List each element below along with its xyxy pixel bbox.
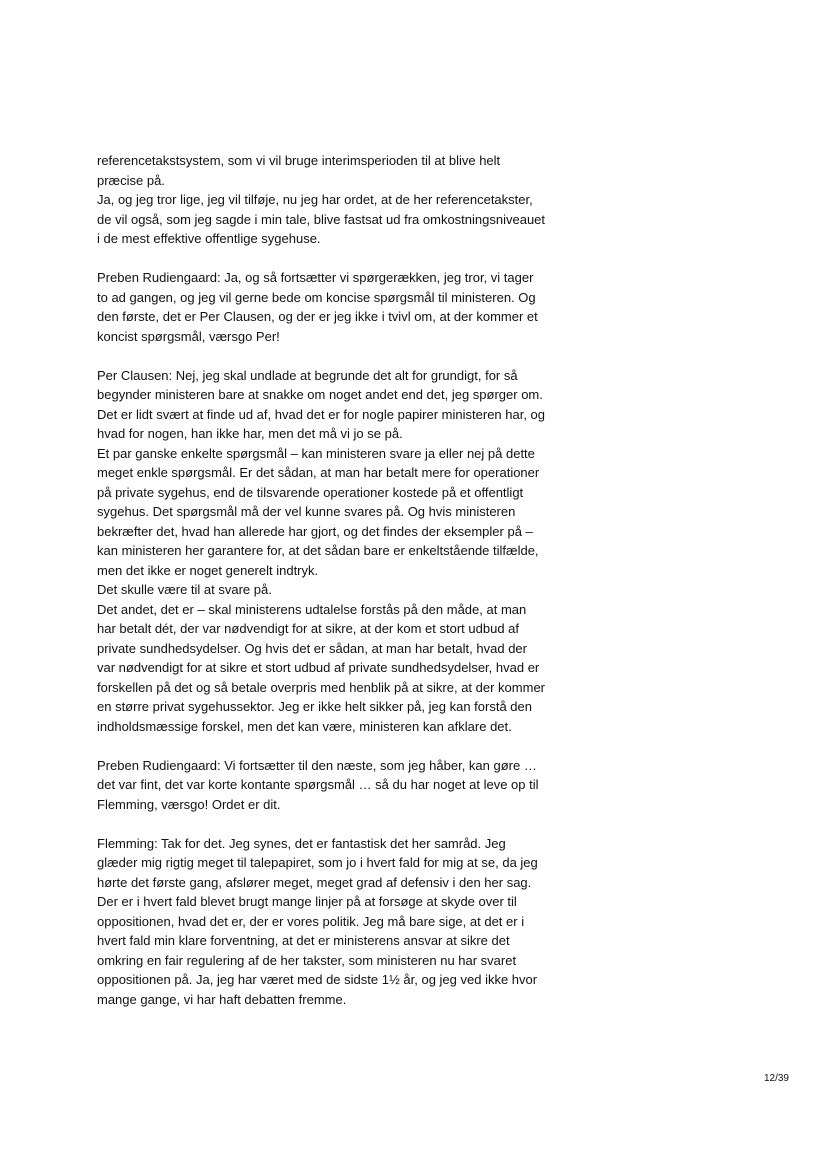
text-line: forskellen på det og så betale overpris med henblik på at sikre, at der kommer [97, 679, 546, 695]
text-line: i de mest effektive offentlige sygehuse. [97, 231, 321, 246]
text-line: hvad for nogen, han ikke har, men det må vi jo se på. [97, 426, 403, 441]
page-number: 12/39 [763, 1073, 789, 1084]
text-line: oppositionen på. Ja, jeg har været med de sidste 1½ år, og jeg ved ikke hvor [97, 972, 538, 987]
text-line: Flemming, værsgo! Ordet er dit. [97, 796, 281, 812]
text-line: bekræfter det, hvad han allerede har gjort, og det findes der eksempler på – [97, 523, 533, 539]
paragraph [97, 756, 587, 815]
text-line: Der er i hvert fald blevet brugt mange linjer på at forsøge at skyde over til [97, 894, 517, 909]
text-line: to ad gangen, og jeg vil gerne bede om koncise spørgsmål til ministeren. Og [97, 289, 536, 305]
text-line: mange gange, vi har haft debatten fremme. [97, 991, 347, 1007]
text-line: hvert fald min klare forventning, at det er ministerens ansvar at sikre det [97, 933, 510, 948]
text-line: Per Clausen: Nej, jeg skal undlade at begrunde det alt for grundigt, for så [97, 367, 518, 383]
text-line: meget enkle spørgsmål. Er det sådan, at man har betalt mere for operationer [97, 465, 540, 480]
text-line: det var fint, det var korte kontante spørgsmål … så du har noget at leve op til [97, 777, 539, 792]
paragraph [97, 834, 587, 1010]
text-line: sygehus. Det spørgsmål må der vel kunne svares på. Og hvis ministeren [97, 504, 516, 519]
text-line: Flemming: Tak for det. Jeg synes, det er fantastisk det her samråd. Jeg [97, 835, 506, 851]
text-line: de vil også, som jeg sagde i min tale, blive fastsat ud fra omkostningsniveauet [97, 211, 546, 227]
text-line: Det skulle være til at svare på. [97, 582, 272, 597]
text-line: Preben Rudiengaard: Ja, og så fortsætter vi spørgerækken, jeg tror, vi tager [97, 270, 534, 285]
text-line: koncist spørgsmål, værsgo Per! [97, 328, 280, 344]
text-line: men det ikke er noget generelt indtryk. [97, 562, 319, 578]
text-line: Ja, og jeg tror lige, jeg vil tilføje, nu jeg har ordet, at de her referencetakster, [97, 192, 533, 207]
paragraph [97, 366, 587, 737]
text-line: Et par ganske enkelte spørgsmål – kan ministeren svare ja eller nej på dette [97, 445, 535, 461]
text-line: Det andet, det er – skal ministerens udtalelse forstås på den måde, at man [97, 601, 527, 617]
text-line: private sundhedsydelser. Og hvis det er sådan, at man har betalt, hvad der [97, 640, 527, 656]
text-line: en større privat sygehussektor. Jeg er ikke helt sikker på, jeg kan forstå den [97, 699, 532, 714]
text-line: indholdsmæssige forskel, men det kan være, ministeren kan afklare det. [97, 718, 512, 734]
text-line: præcise på. [97, 172, 165, 188]
text-line: har betalt dét, der var nødvendigt for at sikre, at der kom et stort udbud af [97, 621, 519, 636]
text-line: på private sygehus, end de tilsvarende operationer kostede på et offentligt [97, 484, 524, 500]
text-line: referencetakstsystem, som vi vil bruge interimsperioden til at blive helt [97, 153, 501, 168]
text-line: var nødvendigt for at sikre et stort udbud af private sundhedsydelser, hvad er [97, 660, 540, 675]
text-line: Preben Rudiengaard: Vi fortsætter til den næste, som jeg håber, kan gøre … [97, 757, 537, 773]
body-text [97, 151, 587, 1009]
text-line: kan ministeren her garantere for, at det sådan bare er enkeltstående tilfælde, [97, 543, 539, 558]
text-line: omkring en fair regulering af de her takster, som ministeren nu har svaret [97, 952, 517, 968]
paragraph [97, 151, 587, 249]
text-line: hørte det første gang, afslører meget, meget grad af defensiv i den her sag. [97, 874, 532, 890]
text-line: oppositionen, hvad det er, der er vores politik. Jeg må bare sige, at det er i [97, 913, 525, 929]
text-line: Det er lidt svært at finde ud af, hvad det er for nogle papirer ministeren har, og [97, 406, 546, 422]
text-line: glæder mig rigtig meget til talepapiret, som jo i hvert fald for mig at se, da jeg [97, 855, 538, 870]
text-line: den første, det er Per Clausen, og der er jeg ikke i tvivl om, at der kommer et [97, 309, 538, 324]
text-line: begynder ministeren bare at snakke om noget andet end det, jeg spørger om. [97, 387, 543, 402]
paragraph [97, 268, 587, 346]
